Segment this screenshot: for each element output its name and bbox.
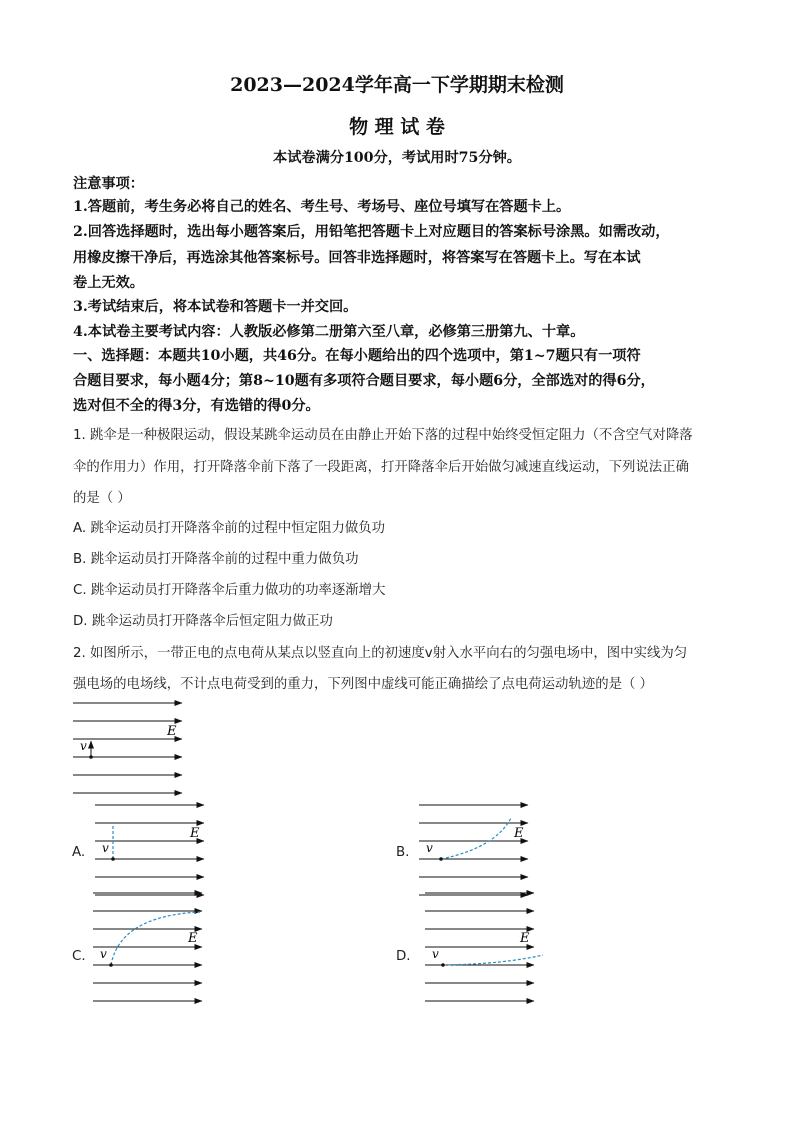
exam-title: 2023—2024学年高一下学期期末检测 [230,74,564,96]
q1-stem: 伞的作用力）作用，打开降落伞前下落了一段距离，打开降落伞后开始做匀减速直线运动，下列说法正确 [73,460,689,475]
svg-text:v: v [426,841,433,855]
notes-heading: 注意事项： [73,176,144,192]
option-c-diagram [93,893,202,1001]
note-line: 2.回答选择题时，选出每小题答案后，用铅笔把答题卡上对应题目的答案标号涂黑。如需改动， [73,224,670,240]
svg-text:E: E [190,826,200,841]
section-instruction: 合题目要求，每小题4分；第8~10题有多项符合题目要求，每小题6分，全部选对的得6分， [73,373,655,389]
subject-title: 物 理 试 卷 [349,116,445,138]
svg-text:v: v [102,841,109,855]
q1-option-d: D. 跳伞运动员打开降落伞后恒定阻力做正功 [73,614,333,629]
q2-stem: 强电场的电场线，不计点电荷受到的重力，下列图中虚线可能正确描绘了点电荷运动轨迹的是（ ） [73,677,654,692]
svg-text:v: v [432,947,439,961]
trajectory-d [443,955,543,965]
q1-stem: 1. 跳伞是一种极限运动，假设某跳伞运动员在由静止开始下落的过程中始终受恒定阻力（不含空气对降落 [73,428,693,443]
main-field-diagram [73,703,182,793]
score-info: 本试卷满分100分，考试用时75分钟。 [273,150,521,166]
velocity-label: v [80,739,87,753]
q2-option-c-label: C. [72,949,86,964]
note-line: 1.答题前，考生务必将自己的姓名、考生号、考场号、座位号填写在答题卡上。 [73,199,571,215]
note-line: 4.本试卷主要考试内容：人教版必修第二册第六至八章，必修第三册第九、十章。 [73,324,585,340]
option-d-diagram [425,893,543,1001]
q1-option-a: A. 跳伞运动员打开降落伞前的过程中恒定阻力做负功 [73,521,386,536]
option-a-diagram [95,805,204,895]
q1-stem: 的是（ ） [73,491,131,506]
note-line: 3.考试结束后，将本试卷和答题卡一并交回。 [73,299,358,315]
field-label: E [167,724,177,739]
q2-stem: 2. 如图所示，一带正电的点电荷从某点以竖直向上的初速度v射入水平向右的匀强电场中，图中实线为匀 [73,646,688,661]
svg-text:E: E [520,931,530,946]
trajectory-b [441,818,511,859]
note-line: 用橡皮擦干净后，再选涂其他答案标号。回答非选择题时，将答案写在答题卡上。写在本试 [73,250,641,266]
q2-option-d-label: D. [396,949,411,964]
q1-option-b: B. 跳伞运动员打开降落伞前的过程中重力做负功 [73,552,359,567]
q1-option-c: C. 跳伞运动员打开降落伞后重力做功的功率逐渐增大 [73,583,386,598]
q2-option-b-label: B. [396,845,410,860]
svg-text:E: E [188,931,198,946]
q2-option-a-label: A. [72,845,86,860]
note-line: 卷上无效。 [73,275,144,291]
section-instruction: 选对但不全的得3分，有选错的得0分。 [73,398,320,414]
svg-text:E: E [514,826,524,841]
svg-text:v: v [100,947,107,961]
section-instruction: 一、选择题：本题共10小题，共46分。在每小题给出的四个选项中，第1~7题只有一项符 [73,348,641,364]
trajectory-c [111,912,200,965]
option-b-diagram [419,805,528,895]
